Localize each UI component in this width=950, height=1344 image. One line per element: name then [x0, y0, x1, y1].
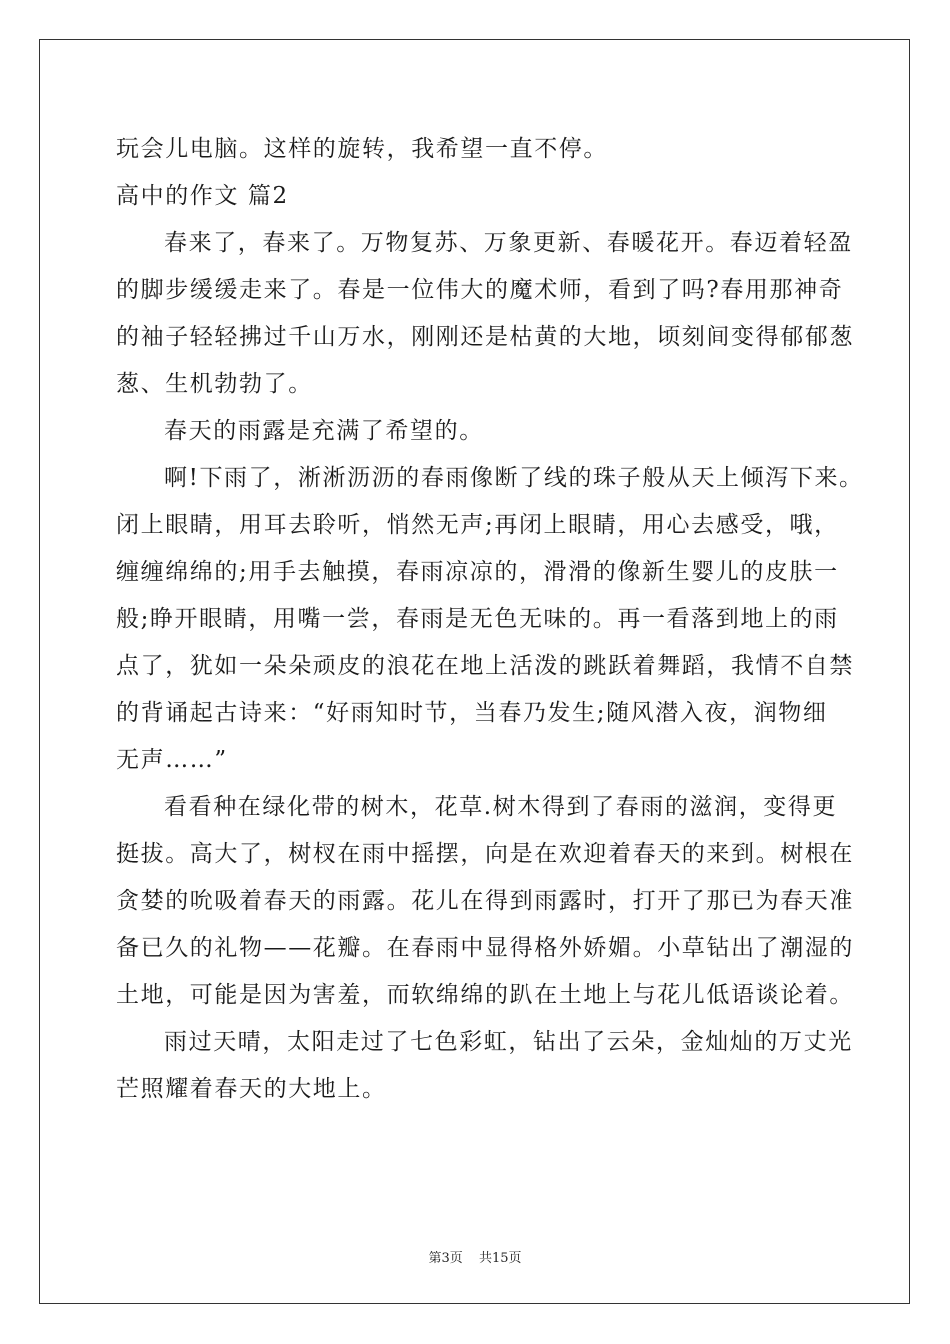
text-line: 葱、生机勃勃了。	[116, 371, 313, 397]
text-line: 春天的雨露是充满了希望的。	[164, 418, 484, 444]
text-line: 看看种在绿化带的树木，花草.树木得到了春雨的滋润，变得更	[164, 794, 838, 820]
text-line: 雨过天晴，太阳走过了七色彩虹，钻出了云朵，金灿灿的万丈光	[164, 1029, 853, 1055]
section-heading: 高中的作文 篇2	[116, 183, 289, 209]
text-line: 土地，可能是因为害羞，而软绵绵的趴在土地上与花儿低语谈论着。	[116, 982, 854, 1008]
text-line: 贪婪的吮吸着春天的雨露。花儿在得到雨露时，打开了那已为春天准	[116, 888, 854, 914]
text-line: 啊!下雨了，淅淅沥沥的春雨像断了线的珠子般从天上倾泻下来。	[164, 465, 864, 491]
text-line: 无声……”	[116, 747, 228, 773]
text-line: 的袖子轻轻拂过千山万水，刚刚还是枯黄的大地，顷刻间变得郁郁葱	[116, 324, 854, 350]
text-line: 玩会儿电脑。这样的旋转，我希望一直不停。	[116, 136, 608, 162]
document-body	[116, 126, 864, 1113]
text-line: 挺拔。高大了，树杈在雨中摇摆，向是在欢迎着春天的来到。树根在	[116, 841, 854, 867]
text-line: 备已久的礼物——花瓣。在春雨中显得格外娇媚。小草钻出了潮湿的	[116, 935, 854, 961]
text-line: 闭上眼睛，用耳去聆听，悄然无声;再闭上眼睛，用心去感受，哦，	[116, 512, 839, 538]
text-line: 芒照耀着春天的大地上。	[116, 1076, 387, 1102]
page-number: 第3页	[428, 1251, 463, 1266]
page-total: 共15页	[478, 1251, 522, 1266]
text-line: 般;睁开眼睛，用嘴一尝，春雨是无色无味的。再一看落到地上的雨	[116, 606, 839, 632]
text-line: 春来了，春来了。万物复苏、万象更新、春暖花开。春迈着轻盈	[164, 230, 853, 256]
text-line: 点了，犹如一朵朵顽皮的浪花在地上活泼的跳跃着舞蹈，我情不自禁	[116, 653, 854, 679]
text-line: 缠缠绵绵的;用手去触摸，春雨凉凉的，滑滑的像新生婴儿的皮肤一	[116, 559, 839, 585]
text-line: 的背诵起古诗来：“好雨知时节，当春乃发生;随风潜入夜，润物细	[116, 700, 828, 726]
text-line: 的脚步缓缓走来了。春是一位伟大的魔术师，看到了吗?春用那神奇	[116, 277, 844, 303]
page-footer	[0, 1247, 950, 1266]
